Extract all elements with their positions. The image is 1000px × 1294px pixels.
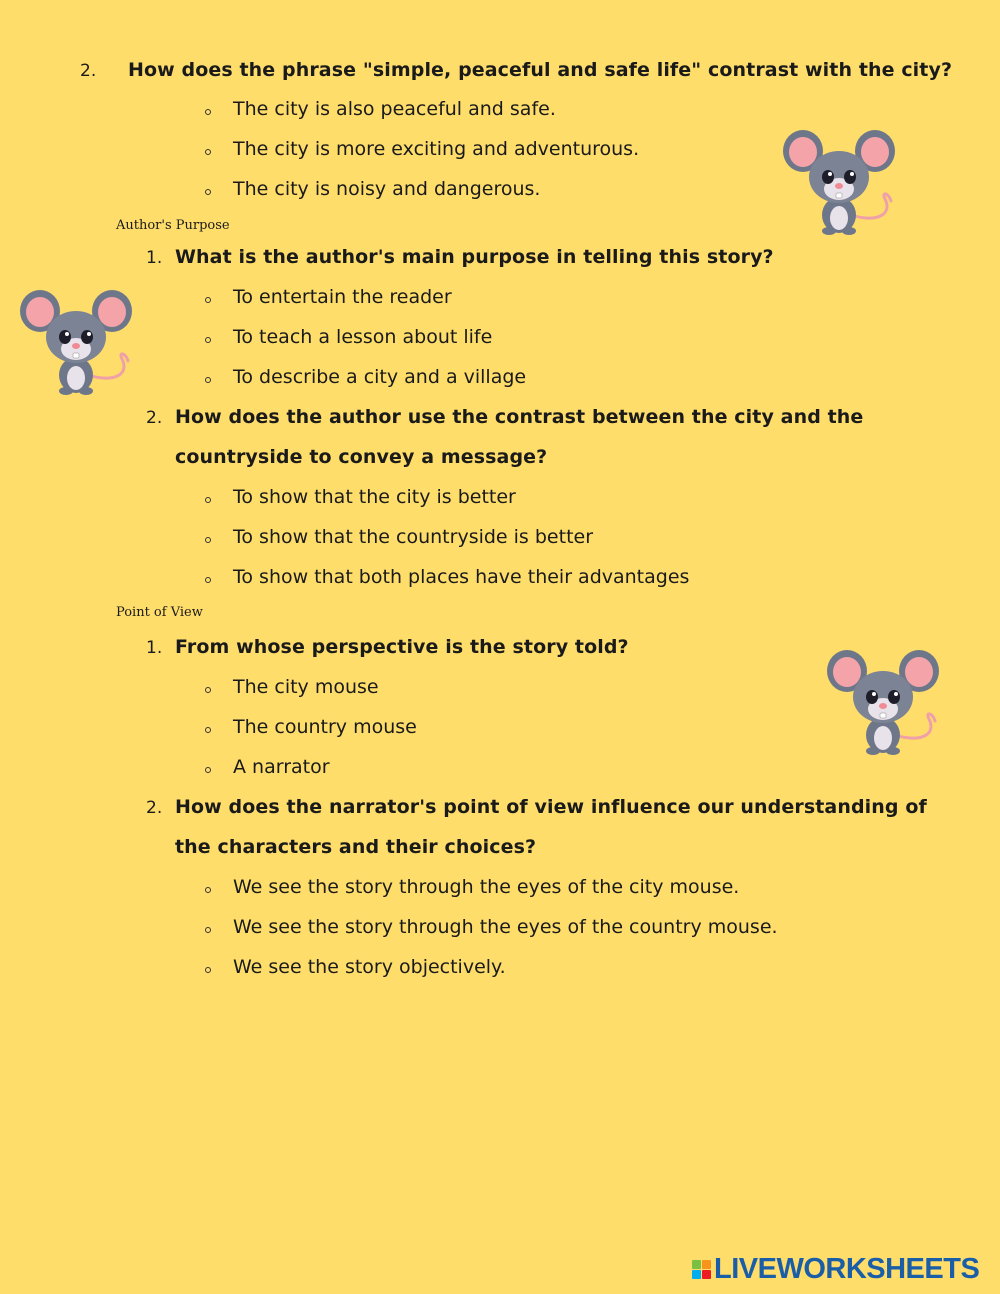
question-text: How does the narrator's point of view influence our understanding of [175,796,927,818]
bullet-icon [205,537,211,543]
question-text: How does the phrase "simple, peaceful and safe life" contrast with the city? [128,59,953,81]
answer-option[interactable]: The city is more exciting and adventurous. [233,138,640,160]
bullet-icon [205,377,211,383]
bullet-icon [205,767,211,773]
question-number: 2. [80,61,97,81]
answer-option[interactable]: We see the story through the eyes of the country mouse. [233,916,778,938]
answer-option[interactable]: The city mouse [233,676,379,698]
bullet-icon [205,687,211,693]
bullet-icon [205,337,211,343]
question-text: What is the author's main purpose in telling this story? [175,246,774,268]
answer-option[interactable]: The country mouse [233,716,417,738]
liveworksheets-logo[interactable] [692,1254,979,1284]
question-text-continued: the characters and their choices? [175,836,537,858]
answer-option[interactable]: A narrator [233,756,330,778]
logo-text: LIVEWORKSHEETS [714,1252,980,1285]
answer-option[interactable]: To entertain the reader [233,286,452,308]
question-number: 1. [146,638,163,658]
bullet-icon [205,149,211,155]
answer-option[interactable]: The city is noisy and dangerous. [233,178,541,200]
logo-blocks-icon [692,1260,711,1279]
bullet-icon [205,297,211,303]
section-title-authors-purpose: Author's Purpose [116,218,230,233]
bullet-icon [205,967,211,973]
answer-option[interactable]: The city is also peaceful and safe. [233,98,556,120]
answer-option[interactable]: To teach a lesson about life [233,326,493,348]
mouse-icon [18,283,134,399]
section-title-point-of-view: Point of View [116,605,203,620]
bullet-icon [205,497,211,503]
answer-option[interactable]: We see the story objectively. [233,956,506,978]
question-number: 2. [146,798,163,818]
answer-option[interactable]: To show that the countryside is better [233,526,594,548]
question-text-continued: countryside to convey a message? [175,446,548,468]
mouse-icon [781,123,897,239]
answer-option[interactable]: To show that both places have their advantages [233,566,690,588]
answer-option[interactable]: To show that the city is better [233,486,516,508]
answer-option[interactable]: We see the story through the eyes of the city mouse. [233,876,740,898]
bullet-icon [205,577,211,583]
bullet-icon [205,109,211,115]
bullet-icon [205,927,211,933]
bullet-icon [205,189,211,195]
question-number: 1. [146,248,163,268]
bullet-icon [205,887,211,893]
question-number: 2. [146,408,163,428]
question-text: How does the author use the contrast between the city and the [175,406,864,428]
mouse-icon [825,643,941,759]
bullet-icon [205,727,211,733]
answer-option[interactable]: To describe a city and a village [233,366,527,388]
question-text: From whose perspective is the story told? [175,636,629,658]
